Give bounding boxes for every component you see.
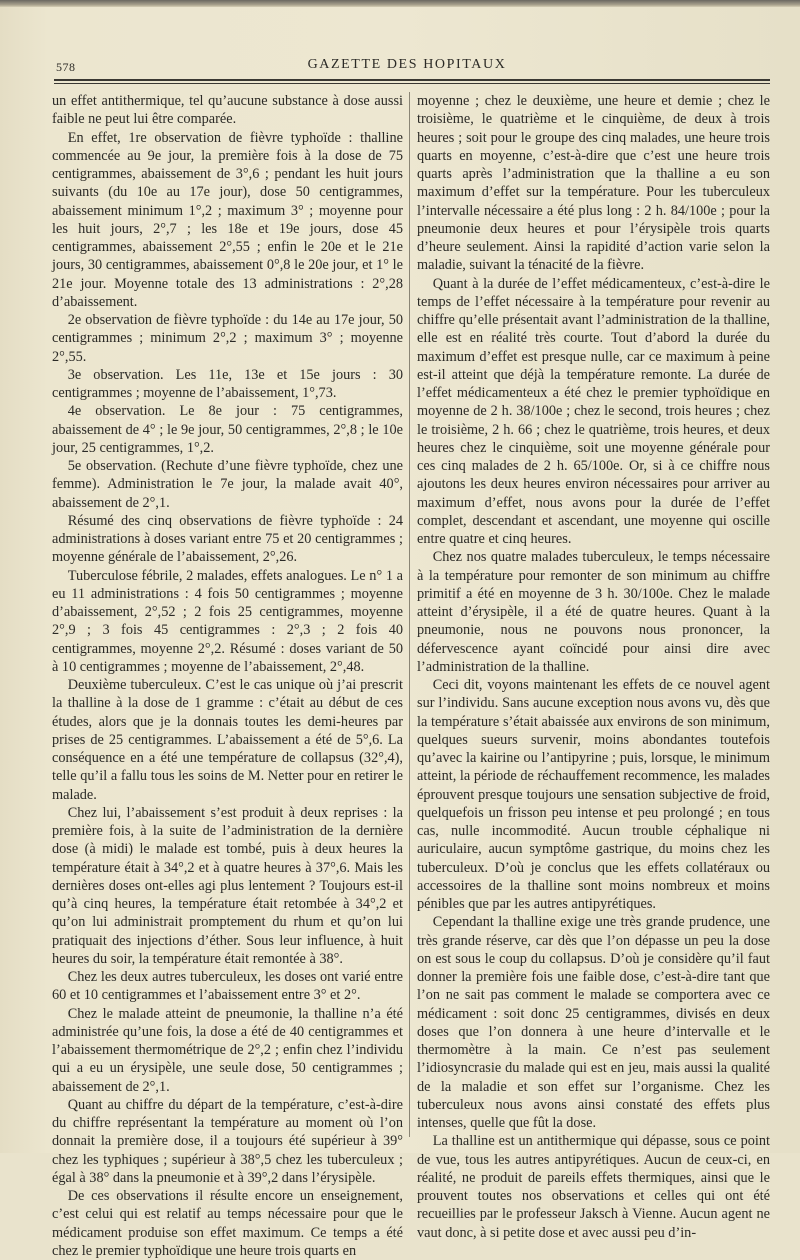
paragraph: Chez lui, l’abaissement s’est produit à deux reprises : la première fois, à la suite de l’administration de la dernière dose (à midi) le malade est tombé, puis à deux heures la température était à 34°,2 et à quatre heures à 37°,6. Mais les dernières doses ont-elles agi plus lentement ? Toujours est-il qu’à cinq heures, la température était retombée à 34°,2 et qu’on lui administrait promptement du rhum et qu’on lui pratiquait des injections d’éther. Sous leur influence, à huit heures du soir, la température était remontée à 38°.: [52, 804, 403, 967]
page-top-edge: [0, 0, 800, 7]
right-column: [417, 92, 770, 1241]
paragraph: Chez les deux autres tuberculeux, les doses ont varié entre 60 et 10 centigrammes et l’abaissement entre 3° et 2°.: [52, 969, 403, 1004]
paragraph: un effet antithermique, tel qu’aucune substance à dose aussi faible ne peut lui être comparée.: [52, 93, 403, 128]
paragraph: En effet, 1re observation de fièvre typhoïde : thalline commencée au 9e jour, la première fois à la dose de 75 centigrammes, abaissement de 3°,6 ; pendant les huit jours suivants (du 10e au 17e jour), dose 50 centigrammes, abaissement minimum 1°,2 ; maximum 3° ; moyenne pour les huit jours, 2°,7 ; les 18e et 19e jours, dose 45 centigrammes, abaissement 2°,55 ; enfin le 20e et le 21e jours, 30 centigrammes, abaissement 0°,8 le 20e jour, et 1° le 21e jour. Moyenne totale des 13 administrations : 2°,28 d’abaissement.: [52, 129, 403, 310]
paragraph: Ceci dit, voyons maintenant les effets de ce nouvel agent sur l’individu. Sans aucune exception nous avons vu, dès que la température s’était abaissée aux environs de son minimum, quelques sueurs survenir, moins abondantes toutefois qu’avec la kairine ou l’antipyrine ; puis, lorsque, le minimum atteint, la période de réchauffement recommence, les malades éprouvent presque toujours une sensation subjective de froid, quelquefois un frisson peu intense et peu prolongé ; en tous cas, nulle incommodité. Aucun trouble céphalique ni auriculaire, aucun symptôme gastrique, du moins chez les tuberculeux. D’où je conclus que les effets collatéraux ou accessoires de la thalline sont moins nombreux et moins pénibles que par les autres antipyrétiques.: [417, 677, 770, 912]
paragraph: Chez le malade atteint de pneumonie, la thalline n’a été administrée qu’une fois, la dose a été de 40 centigrammes et l’abaissement thermométrique de 2°,2 ; enfin chez l’individu qui a eu un érysipèle, une seule dose, 50 centigrammes ; abaissement de 2°,1.: [52, 1005, 403, 1095]
page-number: 578: [56, 60, 76, 74]
paragraph: Cependant la thalline exige une très grande prudence, une très grande réserve, car dès que l’on dépasse un peu la dose on est sous le coup du collapsus. D’où je considère qu’il faut donner la première fois une faible dose, c’est-à-dire tant que l’on ne sait pas comment le malade se comportera avec ce médicament : soit donc 25 centigrammes, divisés en deux doses que l’on donnera à une heure d’intervalle et le thermomètre à la main. Ce n’est pas seulement l’idiosyncrasie du malade qui est en jeu, mais aussi la qualité de la maladie et son effet sur l’organisme. Chez les tuberculeux nous avons ainsi constaté des effets plus intenses, quelle que fût la dose.: [417, 914, 770, 1131]
column-divider: [409, 92, 410, 1137]
paragraph: Résumé des cinq observations de fièvre typhoïde : 24 administrations à doses variant entre 75 et 20 centigrammes ; moyenne générale de l’abaissement, 2°,26.: [52, 512, 403, 566]
left-column: [52, 92, 403, 1259]
paragraph: 4e observation. Le 8e jour : 75 centigrammes, abaissement de 4° ; le 9e jour, 50 centigrammes, 2°,8 ; le 10e jour, 25 centigrammes, 1°,2.: [52, 403, 403, 456]
page-header: [44, 54, 770, 78]
paragraph: Tuberculose fébrile, 2 malades, effets analogues. Le n° 1 a eu 11 administrations : 4 fois 50 centigrammes ; moyenne d’abaissement, 2°,52 ; 2 fois 25 centigrammes, moyenne 2°,9 ; 3 fois 45 centigrammes : 2°,3 ; 2 fois 40 centigrammes, moyenne 2°,2. Résumé : doses variant de 50 à 10 centigrammes ; moyenne de l’abaissement, 2°,48.: [52, 567, 403, 675]
header-rule-thin: [54, 83, 770, 84]
header-rule-thick: [54, 79, 770, 81]
paragraph: 2e observation de fièvre typhoïde : du 14e au 17e jour, 50 centigrammes ; minimum 2°,2 ; maximum 3° ; moyenne 2°,55.: [52, 312, 403, 365]
paragraph: Deuxième tuberculeux. C’est le cas unique où j’ai prescrit la thalline à la dose de 1 gramme : c’était au début de ces études, alors que je la donnais toutes les demi-heures par prises de 25 centigrammes. L’abaissement a été de 5°,6. La conséquence en a été une température de collapsus (32°,4), telle qu’il a fallu tous les soins de M. Netter pour en retirer le malade.: [52, 677, 403, 803]
paragraph: moyenne ; chez le deuxième, une heure et demie ; chez le troisième, le quatrième et le cinquième, de deux à trois heures ; soit pour le groupe des cinq malades, une heure trois quarts en moyenne, c’est-à-dire que c’est une heure trois quarts après l’administration que la thalline a eu son maximum d’effet sur la température. Pour les tuberculeux l’intervalle nécessaire a été plus long : 2 h. 84/100e ; pour la pneumonie deux heures et pour l’érysipèle trois quarts d’heure seulement. Ainsi la rapidité d’action varie selon la maladie, suivant la ténacité de la fièvre.: [417, 93, 770, 274]
paragraph: La thalline est un antithermique qui dépasse, sous ce point de vue, tous les autres antipyrétiques. Aucun de ceux-ci, en réalité, ne produit de pareils effets thermiques, ainsi que le prouvent toutes nos observations et celles qui ont été recueillies par le professeur Jaksch à Vienne. Aucun agent ne vaut donc, à si petite dose et avec aussi peu d’in-: [417, 1133, 770, 1241]
paragraph: Quant au chiffre du départ de la température, c’est-à-dire du chiffre représentant la température au moment où l’on donnait la première dose, il a toujours été supérieur à 39° chez les typhiques ; supérieur à 38°,5 chez les tuberculeux ; égal à 38° dans la pneumonie et à 39°,2 dans l’érysipèle.: [52, 1096, 403, 1186]
paragraph: Quant à la durée de l’effet médicamenteux, c’est-à-dire le temps de l’effet nécessaire à la température pour revenir au chiffre qu’elle présentait avant l’administration de la thalline, elle est en réalité très courte. Tout d’abord la durée du maximum d’effet est presque nulle, car ce maximum à peine est-il atteint que déjà la température remonte. La durée de l’effet médicamenteux a été chez le premier typhoïdique en moyenne de 2 h. 38/100e ; chez le second, trois heures ; chez le troisième, 2 h. 66 ; chez le quatrième, trois heures, et deux heures chez le cinquième, soit une moyenne générale pour ces cinq malades de 2 h. 65/100e. Or, si à ce chiffre nous ajoutons les deux heures environ nécessaires pour arriver au maximum d’effet, nous avons pour la durée de l’effet complet, descendant et ascendant, une moyenne qui oscille entre quatre et cinq heures.: [417, 275, 770, 547]
paragraph: De ces observations il résulte encore un enseignement, c’est celui qui est relatif au temps nécessaire pour que le médicament produise son effet maximum. Ce temps a été chez le premier typhoïdique une heure trois quarts en: [52, 1188, 403, 1259]
paragraph: Chez nos quatre malades tuberculeux, le temps nécessaire à la température pour remonter de son minimum au chiffre primitif a été en moyenne de 3 h. 30/100e. Chez le malade atteint d’érysipèle, il a été de quatre heures. Quant à la pneumonie, nous ne pouvons nous prononcer, la défervescence ayant coïncidé pour ainsi dire avec l’administration de la thalline.: [417, 549, 770, 675]
paragraph: 3e observation. Les 11e, 13e et 15e jours : 30 centigrammes ; moyenne de l’abaissement, 1°,73.: [52, 366, 403, 401]
journal-title: GAZETTE DES HOPITAUX: [307, 57, 507, 72]
paragraph: 5e observation. (Rechute d’une fièvre typhoïde, chez une femme). Administration le 7e jour, la malade avait 40°, abaissement de 2°,1.: [52, 458, 403, 511]
